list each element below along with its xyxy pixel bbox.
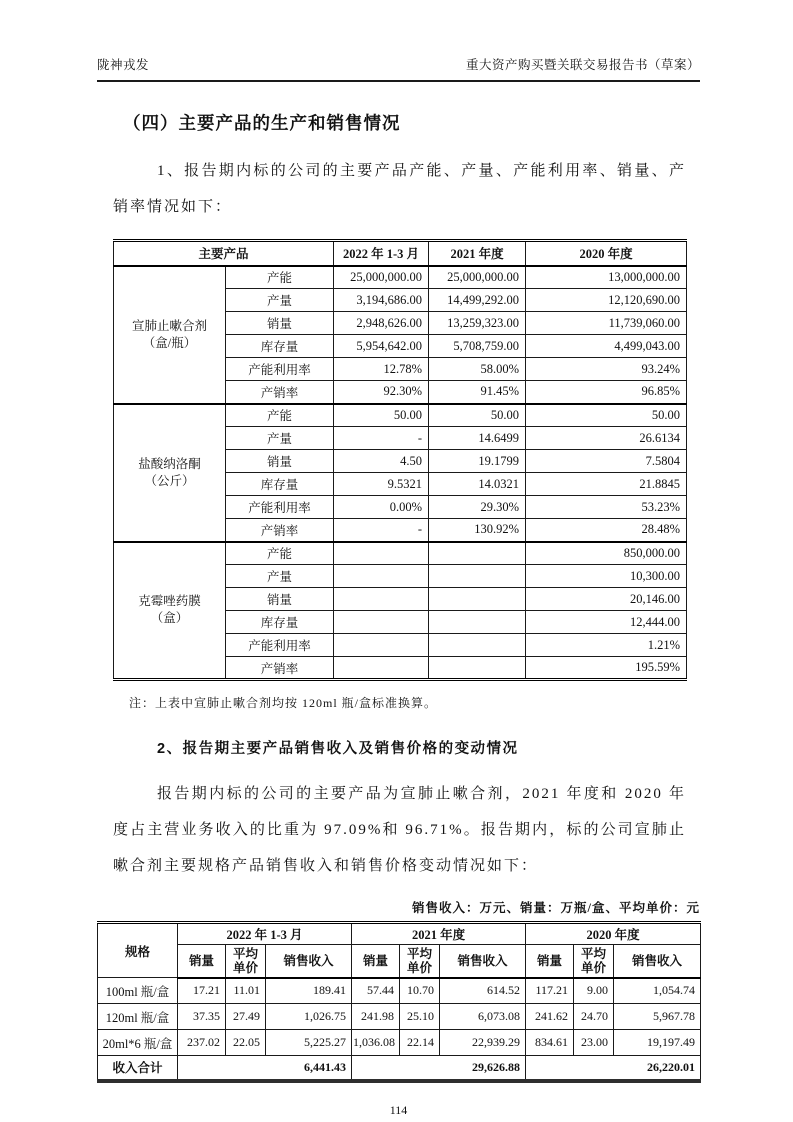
total-2021: 29,626.88 xyxy=(352,1056,526,1081)
value-2021: 14,499,292.00 xyxy=(429,289,526,312)
product-name: 克霉唑药膜 xyxy=(138,594,201,609)
cell: 241.62 xyxy=(526,1004,574,1030)
value-2022: - xyxy=(334,519,429,542)
doc-header-company: 陇神戎发 xyxy=(97,58,150,72)
metric-label: 销量 xyxy=(226,588,334,611)
cell: 5,225.27 xyxy=(266,1030,352,1056)
value-2020: 11,739,060.00 xyxy=(526,312,687,335)
table2-subheader-row xyxy=(98,945,701,978)
paragraph-2: 报告期内标的公司的主要产品为宣肺止嗽合剂，2021 年度和 2020 年度占主营业务收入的比重为 97.09%和 96.71%。报告期内，标的公司宣肺止嗽合剂主要规格产品销售收入和销售价格变动情况如下： xyxy=(113,786,686,874)
cell: 614.52 xyxy=(440,978,526,1004)
cell: 22.14 xyxy=(400,1030,440,1056)
value-2020: 7.5804 xyxy=(526,450,687,473)
table2-header-2022: 2022 年 1-3 月 xyxy=(178,923,352,945)
metric-label: 产能利用率 xyxy=(226,496,334,519)
table2-total-row xyxy=(98,1056,701,1081)
product-name-cell xyxy=(114,404,226,542)
subheader-revenue: 销售收入 xyxy=(440,945,526,978)
total-label: 收入合计 xyxy=(98,1056,178,1081)
value-2022: 50.00 xyxy=(334,404,429,427)
value-2022 xyxy=(334,657,429,680)
value-2022: - xyxy=(334,427,429,450)
cell: 23.00 xyxy=(574,1030,614,1056)
metric-label: 库存量 xyxy=(226,335,334,358)
spec-label: 120ml 瓶/盒 xyxy=(98,1004,178,1030)
value-2021 xyxy=(429,657,526,680)
cell: 834.61 xyxy=(526,1030,574,1056)
value-2022: 2,948,626.00 xyxy=(334,312,429,335)
value-2020: 93.24% xyxy=(526,358,687,381)
cell: 117.21 xyxy=(526,978,574,1004)
value-2022: 25,000,000.00 xyxy=(334,266,429,289)
table1-header-2022: 2022 年 1-3 月 xyxy=(334,241,429,266)
subheader-volume: 销量 xyxy=(178,945,226,978)
value-2021: 13,259,323.00 xyxy=(429,312,526,335)
table2-header-2020: 2020 年度 xyxy=(526,923,701,945)
value-2022: 5,954,642.00 xyxy=(334,335,429,358)
subheader-revenue: 销售收入 xyxy=(266,945,352,978)
value-2021: 14.0321 xyxy=(429,473,526,496)
value-2022 xyxy=(334,542,429,565)
value-2022: 3,194,686.00 xyxy=(334,289,429,312)
doc-header xyxy=(97,55,700,73)
value-2021: 25,000,000.00 xyxy=(429,266,526,289)
total-2020: 26,220.01 xyxy=(526,1056,701,1081)
value-2020: 96.85% xyxy=(526,381,687,404)
metric-label: 产量 xyxy=(226,565,334,588)
cell: 25.10 xyxy=(400,1004,440,1030)
cell: 27.49 xyxy=(226,1004,266,1030)
doc-header-title: 重大资产购买暨关联交易报告书（草案） xyxy=(465,58,700,72)
cell: 22.05 xyxy=(226,1030,266,1056)
value-2022: 9.5321 xyxy=(334,473,429,496)
metric-label: 产销率 xyxy=(226,519,334,542)
table2-header-2021: 2021 年度 xyxy=(352,923,526,945)
spec-label: 20ml*6 瓶/盒 xyxy=(98,1030,178,1056)
unit-note: 销售收入：万元、销量：万瓶/盒、平均单价：元 xyxy=(412,901,700,915)
value-2020: 4,499,043.00 xyxy=(526,335,687,358)
cell: 57.44 xyxy=(352,978,400,1004)
value-2020: 850,000.00 xyxy=(526,542,687,565)
metric-label: 销量 xyxy=(226,312,334,335)
cell: 9.00 xyxy=(574,978,614,1004)
value-2020: 13,000,000.00 xyxy=(526,266,687,289)
table1-header-product: 主要产品 xyxy=(114,241,334,266)
subheader-revenue: 销售收入 xyxy=(614,945,701,978)
table-row xyxy=(98,1030,701,1056)
cell: 1,036.08 xyxy=(352,1030,400,1056)
value-2021 xyxy=(429,542,526,565)
cell: 19,197.49 xyxy=(614,1030,701,1056)
value-2021: 29.30% xyxy=(429,496,526,519)
metric-label: 产能利用率 xyxy=(226,358,334,381)
value-2020: 12,444.00 xyxy=(526,611,687,634)
subheader-avg-price: 平均单价 xyxy=(226,945,266,978)
value-2022 xyxy=(334,565,429,588)
metric-label: 产能 xyxy=(226,404,334,427)
metric-label: 产能 xyxy=(226,266,334,289)
table2-year-row xyxy=(98,923,701,945)
value-2022: 92.30% xyxy=(334,381,429,404)
cell: 24.70 xyxy=(574,1004,614,1030)
product-name-cell xyxy=(114,542,226,680)
value-2020: 53.23% xyxy=(526,496,687,519)
subheader-avg-price: 平均单价 xyxy=(400,945,440,978)
section-title: （四）主要产品的生产和销售情况 xyxy=(123,113,401,133)
value-2021: 14.6499 xyxy=(429,427,526,450)
cell: 1,054.74 xyxy=(614,978,701,1004)
table1-header-2021: 2021 年度 xyxy=(429,241,526,266)
value-2022: 12.78% xyxy=(334,358,429,381)
cell: 11.01 xyxy=(226,978,266,1004)
spec-label: 100ml 瓶/盒 xyxy=(98,978,178,1004)
value-2021: 5,708,759.00 xyxy=(429,335,526,358)
value-2021 xyxy=(429,611,526,634)
page-number: 114 xyxy=(389,1102,408,1117)
cell: 1,026.75 xyxy=(266,1004,352,1030)
subsection-2-title: 2、报告期主要产品销售收入及销售价格的变动情况 xyxy=(157,741,519,757)
table2-header-spec: 规格 xyxy=(98,923,178,978)
header-rule xyxy=(97,80,700,82)
value-2020: 10,300.00 xyxy=(526,565,687,588)
value-2022 xyxy=(334,634,429,657)
metric-label: 产销率 xyxy=(226,657,334,680)
production-sales-table xyxy=(113,239,687,681)
cell: 37.35 xyxy=(178,1004,226,1030)
table-row xyxy=(114,404,687,427)
metric-label: 产能 xyxy=(226,542,334,565)
value-2020: 50.00 xyxy=(526,404,687,427)
cell: 5,967.78 xyxy=(614,1004,701,1030)
value-2021 xyxy=(429,634,526,657)
value-2022 xyxy=(334,611,429,634)
value-2020: 12,120,690.00 xyxy=(526,289,687,312)
value-2020: 28.48% xyxy=(526,519,687,542)
table-row xyxy=(114,266,687,289)
table-row xyxy=(98,978,701,1004)
product-unit: （盒/瓶） xyxy=(142,335,197,350)
value-2020: 26.6134 xyxy=(526,427,687,450)
value-2020: 195.59% xyxy=(526,657,687,680)
value-2022: 4.50 xyxy=(334,450,429,473)
table-row xyxy=(98,1004,701,1030)
value-2022: 0.00% xyxy=(334,496,429,519)
value-2020: 1.21% xyxy=(526,634,687,657)
product-name: 盐酸纳洛酮 xyxy=(138,456,201,471)
value-2022 xyxy=(334,588,429,611)
table1-header-row xyxy=(114,241,687,266)
product-name-cell xyxy=(114,266,226,404)
product-unit: （盒） xyxy=(150,611,189,626)
cell: 10.70 xyxy=(400,978,440,1004)
metric-label: 库存量 xyxy=(226,473,334,496)
metric-label: 产量 xyxy=(226,427,334,450)
metric-label: 产能利用率 xyxy=(226,634,334,657)
revenue-price-table xyxy=(97,921,701,1083)
product-unit: （公斤） xyxy=(144,473,195,488)
cell: 241.98 xyxy=(352,1004,400,1030)
value-2021: 50.00 xyxy=(429,404,526,427)
metric-label: 库存量 xyxy=(226,611,334,634)
value-2020: 20,146.00 xyxy=(526,588,687,611)
subheader-avg-price: 平均单价 xyxy=(574,945,614,978)
cell: 237.02 xyxy=(178,1030,226,1056)
value-2021 xyxy=(429,588,526,611)
product-name: 宣肺止嗽合剂 xyxy=(131,318,207,333)
value-2020: 21.8845 xyxy=(526,473,687,496)
table1-header-2020: 2020 年度 xyxy=(526,241,687,266)
cell: 22,939.29 xyxy=(440,1030,526,1056)
value-2021 xyxy=(429,565,526,588)
cell: 6,073.08 xyxy=(440,1004,526,1030)
subheader-volume: 销量 xyxy=(352,945,400,978)
total-2022: 6,441.43 xyxy=(178,1056,352,1081)
subheader-volume: 销量 xyxy=(526,945,574,978)
table1-note: 注：上表中宣肺止嗽合剂均按 120ml 瓶/盒标准换算。 xyxy=(129,696,438,710)
cell: 17.21 xyxy=(178,978,226,1004)
value-2021: 130.92% xyxy=(429,519,526,542)
value-2021: 58.00% xyxy=(429,358,526,381)
table-row xyxy=(114,542,687,565)
cell: 189.41 xyxy=(266,978,352,1004)
paragraph-1: 1、报告期内标的公司的主要产品产能、产量、产能利用率、销量、产销率情况如下： xyxy=(113,163,686,215)
value-2021: 19.1799 xyxy=(429,450,526,473)
metric-label: 产销率 xyxy=(226,381,334,404)
metric-label: 产量 xyxy=(226,289,334,312)
metric-label: 销量 xyxy=(226,450,334,473)
value-2021: 91.45% xyxy=(429,381,526,404)
